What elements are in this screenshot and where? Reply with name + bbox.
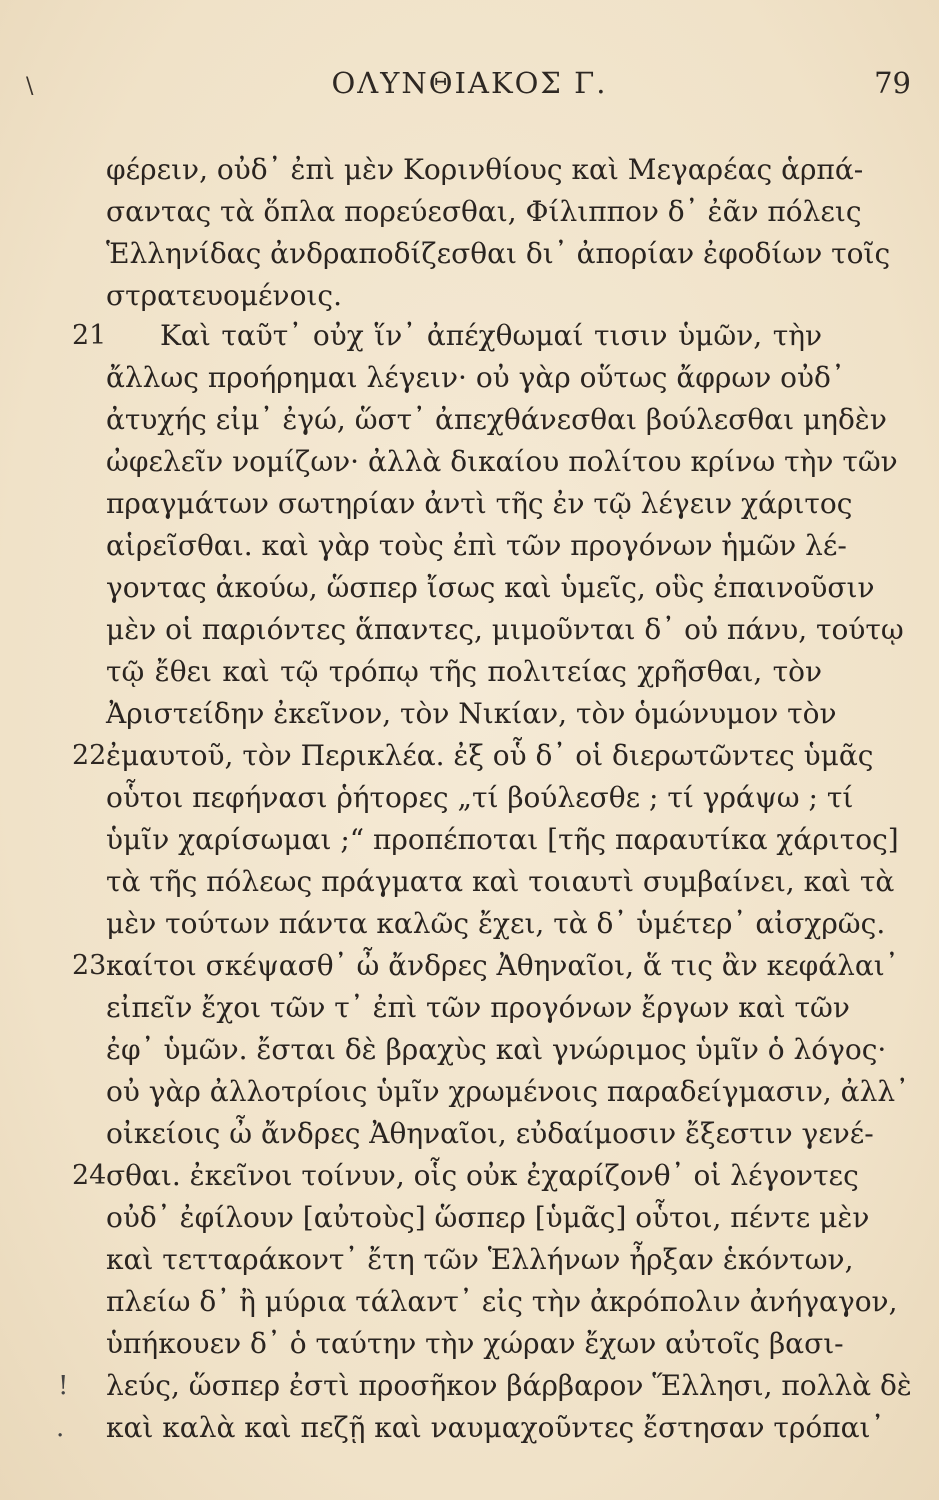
text-line: σαντας τὰ ὅπλα πορεύεσθαι, Φίλιππον δ᾽ ἐᾶν πόλεις <box>106 195 862 228</box>
text-line: τὰ τῆς πόλεως πράγματα καὶ τοιαυτὶ συμβαίνει, καὶ τὰ <box>106 865 895 898</box>
margin-mark: . <box>56 1413 65 1443</box>
text-line: ὑμῖν χαρίσωμαι ;“ προπέποται [τῆς παραυτίκα χάριτος] <box>106 823 899 856</box>
text-line: μὲν τούτων πάντα καλῶς ἔχει, τὰ δ᾽ ὑμέτερ᾽ αἰσχρῶς. <box>106 907 886 940</box>
text-line: ἀτυχής εἰμ᾽ ἐγώ, ὥστ᾽ ἀπεχθάνεσθαι βούλεσθαι μηδὲν <box>106 403 887 436</box>
text-line: ὑπήκουεν δ᾽ ὁ ταύτην τὴν χώραν ἔχων αὐτοῖς βασι- <box>106 1327 844 1360</box>
text-line: οὗτοι πεφήνασι ῥήτορες „τί βούλεσθε ; τί γράψω ; τί <box>106 781 854 814</box>
text-line: ἄλλως προήρημαι λέγειν· οὐ γὰρ οὕτως ἄφρων οὐδ᾽ <box>106 361 845 394</box>
text-line: οὐδ᾽ ἐφίλουν [αὐτοὺς] ὥσπερ [ὑμᾶς] οὗτοι, πέντε μὲν <box>106 1201 870 1234</box>
text-line: αἱρεῖσθαι. καὶ γὰρ τοὺς ἐπὶ τῶν προγόνων ἡμῶν λέ- <box>106 529 847 562</box>
margin-mark: ! <box>58 1371 69 1401</box>
running-header <box>0 66 939 106</box>
text-line: Καὶ ταῦτ᾽ οὐχ ἵν᾽ ἀπέχθωμαί τισιν ὑμῶν, τὴν <box>160 319 822 352</box>
text-line: λεύς, ὥσπερ ἐστὶ προσῆκον βάρβαρον Ἕλλησι, πολλὰ δὲ <box>106 1369 912 1402</box>
text-line: ἐμαυτοῦ, τὸν Περικλέα. ἐξ οὗ δ᾽ οἱ διερωτῶντες ὑμᾶς <box>106 739 874 772</box>
section-number-23: 23 <box>72 950 107 981</box>
text-line: οἰκείοις ὦ ἄνδρες Ἀθηναῖοι, εὐδαίμοσιν ἔξεστιν γενέ- <box>106 1117 874 1150</box>
header-left-mark: \ <box>26 74 34 99</box>
text-line: μὲν οἱ παριόντες ἅπαντες, μιμοῦνται δ᾽ οὐ πάνυ, τούτῳ <box>106 613 904 646</box>
text-line: καὶ καλὰ καὶ πεζῇ καὶ ναυμαχοῦντες ἔστησαν τρόπαι᾽ <box>106 1411 885 1444</box>
text-line: ὠφελεῖν νομίζων· ἀλλὰ δικαίου πολίτου κρίνω τὴν τῶν <box>106 445 898 478</box>
text-line: πραγμάτων σωτηρίαν ἀντὶ τῆς ἐν τῷ λέγειν χάριτος <box>106 487 853 520</box>
text-line: στρατευομένοις. <box>106 279 342 312</box>
text-line: Ἑλληνίδας ἀνδραποδίζεσθαι δι᾽ ἀπορίαν ἐφοδίων τοῖς <box>106 237 891 270</box>
text-line: καίτοι σκέψασθ᾽ ὦ ἄνδρες Ἀθηναῖοι, ἅ τις ἂν κεφάλαι᾽ <box>106 949 899 982</box>
text-line: οὐ γὰρ ἀλλοτρίοις ὑμῖν χρωμένοις παραδείγμασιν, ἀλλ᾽ <box>106 1075 910 1108</box>
running-title: ΟΛΥΝΘΙΑΚΟΣ Γ. <box>331 66 608 100</box>
section-number-21: 21 <box>72 320 107 351</box>
text-line: φέρειν, οὐδ᾽ ἐπὶ μὲν Κορινθίους καὶ Μεγαρέας ἁρπά- <box>106 153 864 186</box>
text-line: τῷ ἔθει καὶ τῷ τρόπῳ τῆς πολιτείας χρῆσθαι, τὸν <box>106 655 822 688</box>
text-line: καὶ τετταράκοντ᾽ ἔτη τῶν Ἑλλήνων ἦρξαν ἑκόντων, <box>106 1243 854 1276</box>
text-line: πλείω δ᾽ ἢ μύρια τάλαντ᾽ εἰς τὴν ἀκρόπολιν ἀνήγαγον, <box>106 1285 898 1318</box>
text-line: ἐφ᾽ ὑμῶν. ἔσται δὲ βραχὺς καὶ γνώριμος ὑμῖν ὁ λόγος· <box>106 1033 887 1066</box>
section-number-24: 24 <box>72 1160 107 1191</box>
text-line: εἰπεῖν ἔχοι τῶν τ᾽ ἐπὶ τῶν προγόνων ἔργων καὶ τῶν <box>106 991 850 1024</box>
section-number-22: 22 <box>72 740 107 771</box>
text-line: σθαι. ἐκεῖνοι τοίνυν, οἷς οὐκ ἐχαρίζονθ᾽ οἱ λέγοντες <box>106 1159 859 1192</box>
text-line: Ἀριστείδην ἐκεῖνον, τὸν Νικίαν, τὸν ὁμώνυμον τὸν <box>106 697 837 730</box>
text-line: γοντας ἀκούω, ὥσπερ ἴσως καὶ ὑμεῖς, οὓς ἐπαινοῦσιν <box>106 571 875 604</box>
page-number: 79 <box>874 66 911 100</box>
